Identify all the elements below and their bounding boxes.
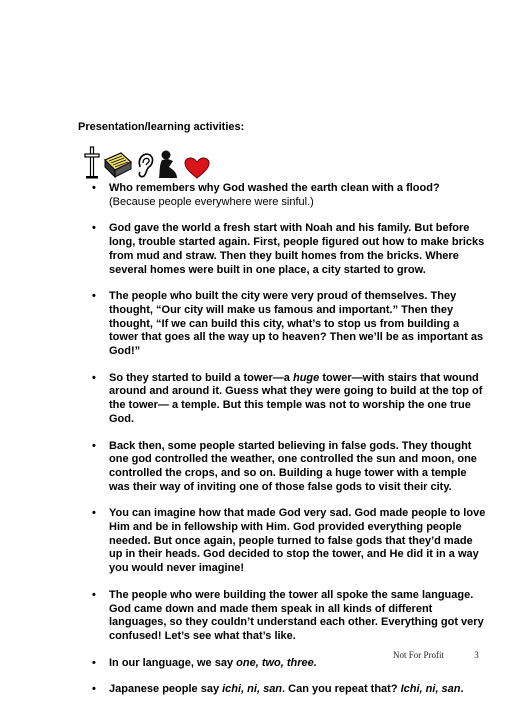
bullet-marker: •: [92, 683, 96, 696]
list-item-text: In our language, we say: [109, 656, 237, 669]
list-item-text: tower—with stairs that wound around and around it. Guess what they were going to build at the top of the tower— a temple. But this temple was not to worship the one true God.: [109, 371, 483, 425]
activity-list: [92, 182, 487, 710]
list-item-text: You can imagine how that made God very sad. God made people to love Him and be in fellowship with Him. God provided everything people needed. But once again, people turned to false gods that they’d made up in their heads. God decided to stop the tower, and He did it in a way you would never imagine!: [109, 507, 486, 575]
list-item-text: God gave the world a fresh start with Noah and his family. But before long, trouble started again. First, people figured out how to make bricks from mud and straw. Then they built homes from the bricks. Where several homes were built in one place, a city started to grow.: [109, 222, 485, 276]
list-item-text: The people who were building the tower all spoke the same language. God came down and made them speak in all kinds of different languages, so they couldn’t understand each other. Everything got very confused! Let’s see what that’s like.: [109, 588, 484, 642]
bullet-marker: •: [92, 588, 96, 601]
page-footer: [393, 650, 479, 660]
list-item: [92, 589, 487, 644]
section-heading: Presentation/learning activities:: [78, 121, 245, 133]
footer-label: Not For Profit: [393, 650, 445, 660]
bullet-marker: •: [92, 371, 96, 384]
list-item-text: The people who built the city were very proud of themselves. They thought, “Our city will make us famous and important.” Then they thought, “If we can build this city, what’s to stop us from building a tower that goes all the way up to heaven? Then we’ll be as important as God!”: [109, 290, 484, 358]
cross-icon: [84, 146, 100, 179]
list-item-text: So they started to build a tower—a: [109, 371, 293, 384]
bullet-marker: •: [92, 439, 96, 452]
list-item-text: Back then, some people started believing in false gods. They thought one god controlled the weather, one controlled the sun and moon, one controlled the crops, and so on. Building a huge tower with a temple was their way of inviting one of those false gods to visit their city.: [109, 439, 477, 493]
list-item-text: (Because people everywhere were sinful.): [109, 195, 314, 208]
ear-icon: [136, 151, 154, 179]
list-item: [92, 683, 487, 697]
list-item-text: one, two, three.: [236, 656, 317, 669]
list-item-text: Ichi, ni, san: [400, 683, 461, 696]
list-item-text: Japanese people say: [109, 683, 223, 696]
page-number: 3: [474, 650, 479, 660]
praying-person-icon: [157, 149, 181, 179]
list-item: [92, 507, 487, 576]
bullet-marker: •: [92, 222, 96, 235]
list-item: [92, 290, 487, 359]
bullet-marker: •: [92, 656, 96, 669]
list-item-text: .: [460, 683, 464, 696]
bullet-marker: •: [92, 290, 96, 303]
list-item: [92, 372, 487, 427]
list-item: [92, 222, 487, 277]
bible-icon: [103, 151, 133, 179]
list-item-text: Who remembers why God washed the earth clean with a flood?: [109, 182, 440, 194]
list-item-text: huge: [292, 371, 320, 384]
list-item-text: . Can you repeat that?: [282, 683, 401, 696]
activity-icons: [84, 145, 210, 179]
list-item: [92, 440, 487, 495]
list-item: [92, 182, 487, 209]
bullet-marker: •: [92, 507, 96, 520]
bullet-marker: •: [92, 182, 96, 194]
heart-icon: [184, 157, 210, 179]
list-item-text: ichi, ni, san: [222, 683, 283, 696]
